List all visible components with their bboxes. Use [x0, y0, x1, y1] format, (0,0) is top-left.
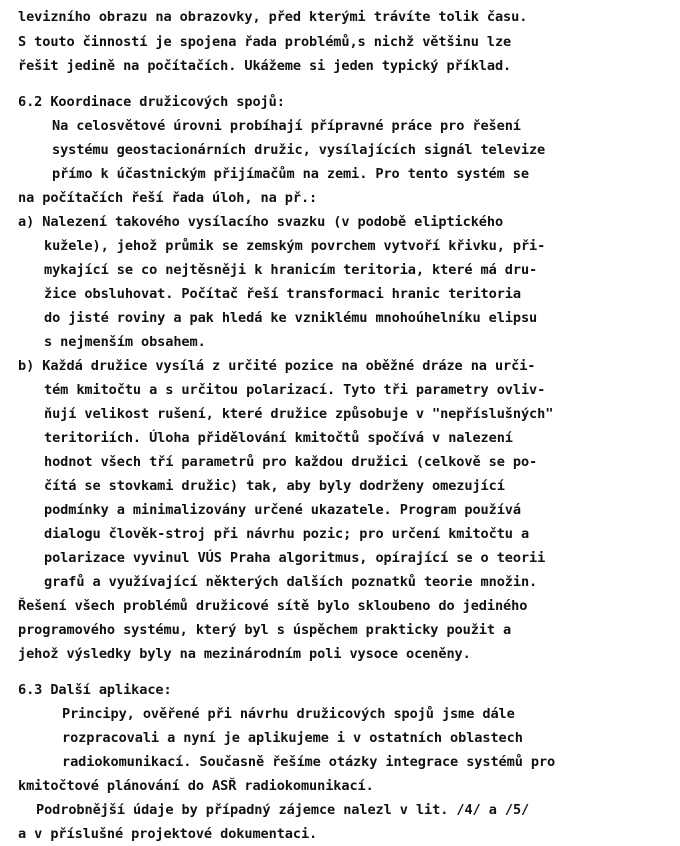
text-line: podmínky a minimalizovány určené ukazatele. Program používá [44, 502, 521, 518]
text-line: systému geostacionárních družic, vysílajících signál televize [52, 142, 546, 158]
text-line: kmitočtové plánování do ASŘ radiokomunikací. [18, 778, 374, 794]
section-heading: 6.2 Koordinace družicových spojů: [18, 94, 285, 110]
text-line: dialogu člověk-stroj při návrhu pozic; pro určení kmitočtu a [44, 526, 530, 542]
text-line: jehož výsledky byly na mezinárodním poli vysoce oceněny. [18, 646, 471, 662]
list-item-a: a) Nalezení takového vysílacího svazku (v podobě eliptického [18, 214, 504, 230]
text-line: S touto činností je spojena řada problémů,s nichž většinu lze [18, 34, 512, 50]
text-line: Na celosvětové úrovni probíhají přípravné práce pro řešení [52, 118, 521, 134]
text-line: přímo k účastnickým přijímačům na zemi. Pro tento systém se [52, 166, 529, 182]
text-line: řešit jedině na počítačích. Ukážeme si jeden typický příklad. [18, 58, 512, 74]
section-heading: 6.3 Další aplikace: [18, 682, 172, 698]
text-line: čítá se stovkami družic) tak, aby byly dodrženy omezující [44, 478, 505, 494]
text-line: tém kmitočtu a s určitou polarizací. Tyto tři parametry ovliv- [44, 382, 546, 398]
reference-line: Podrobnější údaje by případný zájemce nalezl v lit. /4/ a /5/ [36, 802, 530, 818]
text-line: ňují velikost rušení, které družice způsobuje v "nepříslušných" [44, 406, 554, 422]
text-line: na počítačích řeší řada úloh, na př.: [18, 190, 318, 206]
text-line: programového systému, který byl s úspěchem prakticky použit a [18, 622, 512, 638]
text-line: s nejmenším obsahem. [44, 334, 206, 350]
text-line: žice obsluhovat. Počítač řeší transformaci hranic teritoria [44, 286, 521, 302]
text-line: hodnot všech tří parametrů pro každou družici (celkově se po- [44, 454, 538, 470]
text-line: grafů a využívající některých dalších poznatků teorie množin. [44, 574, 538, 590]
list-item-b: b) Každá družice vysílá z určité pozice na oběžné dráze na urči- [18, 358, 536, 374]
reference-line: a v příslušné projektové dokumentaci. [18, 826, 318, 842]
text-line: levizního obrazu na obrazovky, před kterými trávíte tolik času. [18, 9, 528, 25]
text-line: kužele), jehož průmik se zemským povrchem vytvoří křivku, při- [44, 238, 546, 254]
text-line: polarizace vyvinul VÚS Praha algoritmus, opírající se o teorii [44, 550, 546, 566]
text-line: Principy, ověřené při návrhu družicových spojů jsme dále [62, 706, 515, 722]
text-line: teritoriích. Úloha přidělování kmitočtů spočívá v nalezení [44, 430, 513, 446]
text-line: rozpracovali a nyní je aplikujeme i v ostatních oblastech [62, 730, 523, 746]
text-line: Řešení všech problémů družicové sítě bylo skloubeno do jediného [18, 598, 528, 614]
text-line: mykající se co nejtěsněji k hranicím teritoria, které má dru- [44, 262, 538, 278]
text-line: do jisté roviny a pak hledá ke vzniklému mnohoúhelníku elipsu [44, 310, 538, 326]
text-line: radiokomunikací. Současně řešíme otázky integrace systémů pro [62, 754, 556, 770]
